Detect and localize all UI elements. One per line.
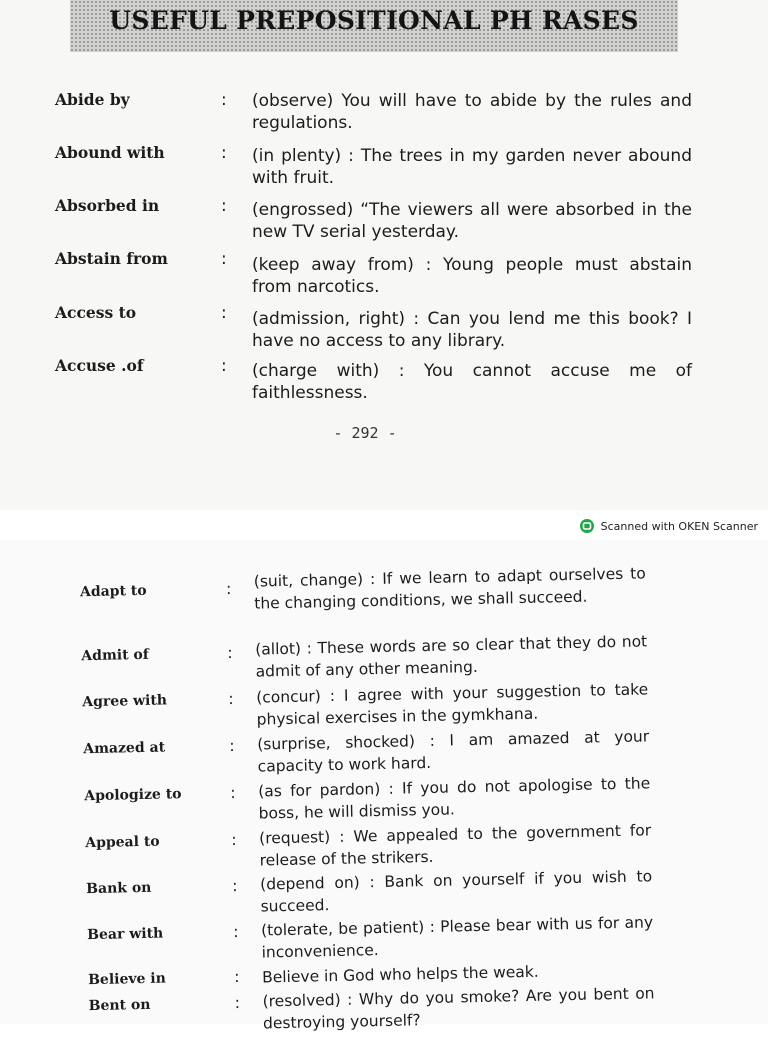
entry-definition: (resolved) : Why do you smoke? Are you bent on destroying yourself? xyxy=(262,984,655,1033)
entry-definition: (keep away from) : Young people must abstain from narcotics. xyxy=(252,255,692,297)
entry-definition: (admission, right) : Can you lend me this book? I have no access to any library. xyxy=(252,309,692,351)
entry-colon: : xyxy=(221,356,227,376)
entry-term: Adapt to xyxy=(79,582,147,601)
entry-definition: (depend on) : Bank on yourself if you wish to succeed. xyxy=(259,867,653,916)
entry-term: Abound with xyxy=(55,143,165,162)
entry-definition: (allot) : These words are so clear that they do not admit of any other meaning. xyxy=(255,632,648,681)
entry-colon: : xyxy=(221,249,227,269)
page-number: - 292 - xyxy=(333,424,397,442)
entry-colon: : xyxy=(231,876,238,896)
entry-definition: Believe in God who helps the weak. xyxy=(261,962,539,987)
entry-colon: : xyxy=(230,783,236,803)
entry-definition: (observe) You will have to abide by the rules and regulations. xyxy=(252,91,692,133)
entry-term: Accuse .of xyxy=(55,356,144,375)
entry-definition: (as for pardon) : If you do not apologise to the boss, he will dismiss you. xyxy=(258,774,651,823)
entry-colon: : xyxy=(228,689,234,709)
scanner-label: Scanned with OKEN Scanner xyxy=(600,519,758,533)
entry-term: Appeal to xyxy=(85,833,160,852)
entry-definition: (in plenty) : The trees in my garden never abound with fruit. xyxy=(252,146,692,188)
entry-definition: (suit, change) : If we learn to adapt ourselves to the changing conditions, we shall succeed. xyxy=(253,564,646,613)
entry-colon: : xyxy=(229,736,235,756)
entry-term: Absorbed in xyxy=(55,196,160,215)
entry-term: Abide by xyxy=(55,90,130,109)
entry-colon: : xyxy=(227,643,233,663)
entry-definition: (concur) : I agree with your suggestion to take physical exercises in the gymkhana. xyxy=(256,680,649,729)
entry-colon: : xyxy=(234,992,241,1013)
entry-definition: (tolerate, be patient) : Please bear with us for any inconvenience. xyxy=(260,913,654,962)
entry-definition: (engrossed) “The viewers all were absorbed in the new TV serial yesterday. xyxy=(252,200,692,242)
entry-term: Abstain from xyxy=(55,249,168,268)
entry-term: Bent on xyxy=(88,996,151,1015)
page-292 xyxy=(0,0,768,510)
entry-term: Apologize to xyxy=(84,786,182,805)
entry-colon: : xyxy=(221,143,227,163)
entry-colon: : xyxy=(221,303,227,323)
entry-term: Bear with xyxy=(87,925,164,944)
scanner-logo-icon xyxy=(579,518,595,534)
entry-definition: (charge with) : You cannot accuse me of faithlessness. xyxy=(252,361,692,403)
page-next-content xyxy=(0,532,768,1032)
entry-term: Bank on xyxy=(86,879,152,898)
entry-colon: : xyxy=(233,966,240,987)
entry-definition: (request) : We appealed to the government for release of the strikers. xyxy=(259,821,652,870)
entry-colon: : xyxy=(221,90,227,110)
entry-colon: : xyxy=(221,196,227,216)
title-banner xyxy=(70,0,678,52)
entry-term: Believe in xyxy=(87,970,166,989)
entry-colon: : xyxy=(231,830,237,850)
page-title: USEFUL PREPOSITIONAL PH RASES xyxy=(109,6,639,35)
entry-term: Agree with xyxy=(82,692,168,711)
entry-term: Amazed at xyxy=(83,739,166,758)
entry-term: Admit of xyxy=(81,646,149,665)
entry-colon: : xyxy=(225,579,232,599)
page-next xyxy=(0,540,768,1033)
entry-definition: (surprise, shocked) : I am amazed at your capacity to work hard. xyxy=(257,727,650,776)
entry-colon: : xyxy=(232,921,239,942)
entry-term: Access to xyxy=(55,303,137,322)
